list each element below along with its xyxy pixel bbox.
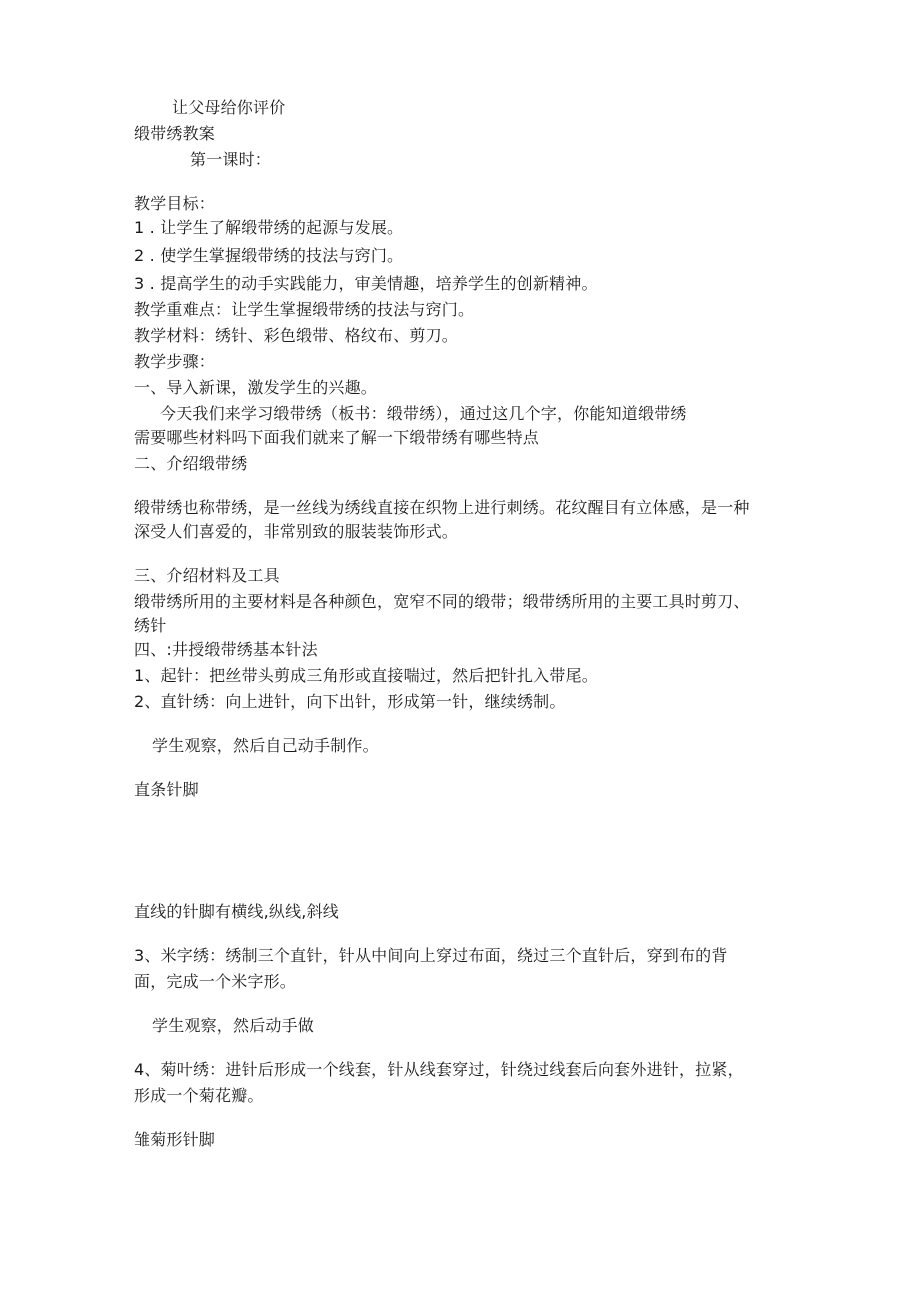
observe-note: 学生观察，然后自己动手制作。 xyxy=(152,736,379,755)
goal-item: 3 . 提高学生的动手实践能力，审美情趣，培养学生的创新精神。 xyxy=(134,274,598,293)
step3-text: 缎带绣所用的主要材料是各种颜色，宽窄不同的缎带；缎带绣所用的主要工具时剪刀、 xyxy=(134,592,750,611)
step2-text: 深受人们喜爱的，非常别致的服装装饰形式。 xyxy=(134,522,459,541)
stitch-caption: 直条针脚 xyxy=(134,780,199,799)
stitch-description: 直线的针脚有横线,纵线,斜线 xyxy=(134,902,339,921)
step1-text: 需要哪些材料吗下面我们就来了解一下缎带绣有哪些特点 xyxy=(134,428,540,447)
stitch-item: 2、直针绣：向上进针，向下出针，形成第一针，继续绣制。 xyxy=(134,692,566,711)
step2-text: 缎带绣也称带绣，是一丝线为绣线直接在织物上进行刺绣。花纹醒目有立体感，是一种 xyxy=(134,498,750,517)
lesson-label: 第一课时： xyxy=(190,150,272,169)
stitch-item: 1、起针：把丝带头剪成三角形或直接喘过，然后把针扎入带尾。 xyxy=(134,666,598,685)
step1-heading: 一、导入新课，激发学生的兴趣。 xyxy=(134,378,378,397)
key-points: 教学重难点：让学生掌握缎带绣的技法与窍门。 xyxy=(134,300,475,319)
step4-heading: 四、:井授缎带绣基本针法 xyxy=(134,640,318,659)
stitch-item: 3、米字绣：绣制三个直针，针从中间向上穿过布面，绕过三个直针后，穿到布的背 xyxy=(134,946,728,965)
document-title: 缎带绣教案 xyxy=(134,124,216,143)
step3-text: 绣针 xyxy=(134,616,167,635)
stitch-item-cont: 面，完成一个米字形。 xyxy=(134,972,297,991)
materials: 教学材料：绣针、彩色缎带、格纹布、剪刀。 xyxy=(134,326,459,345)
parent-evaluation-line: 让父母给你评价 xyxy=(172,98,286,117)
stitch-item-cont: 形成一个菊花瓣。 xyxy=(134,1086,264,1105)
observe-note: 学生观察，然后动手做 xyxy=(152,1016,315,1035)
stitch-item: 4、菊叶绣：进针后形成一个线套，针从线套穿过，针绕过线套后向套外进针，拉紧， xyxy=(134,1060,744,1079)
goal-item: 1 . 让学生了解缎带绣的起源与发展。 xyxy=(134,218,404,237)
goal-item: 2 . 使学生掌握缎带绣的技法与窍门。 xyxy=(134,246,404,265)
step1-text: 今天我们来学习缎带绣（板书：缎带绣），通过这几个字，你能知道缎带绣 xyxy=(160,404,687,423)
steps-heading: 教学步骤： xyxy=(134,352,216,371)
step2-heading: 二、介绍缎带绣 xyxy=(134,454,248,473)
stitch-caption: 雏菊形针脚 xyxy=(134,1130,216,1149)
goals-heading: 教学目标： xyxy=(134,194,216,213)
step3-heading: 三、介绍材料及工具 xyxy=(134,566,280,585)
